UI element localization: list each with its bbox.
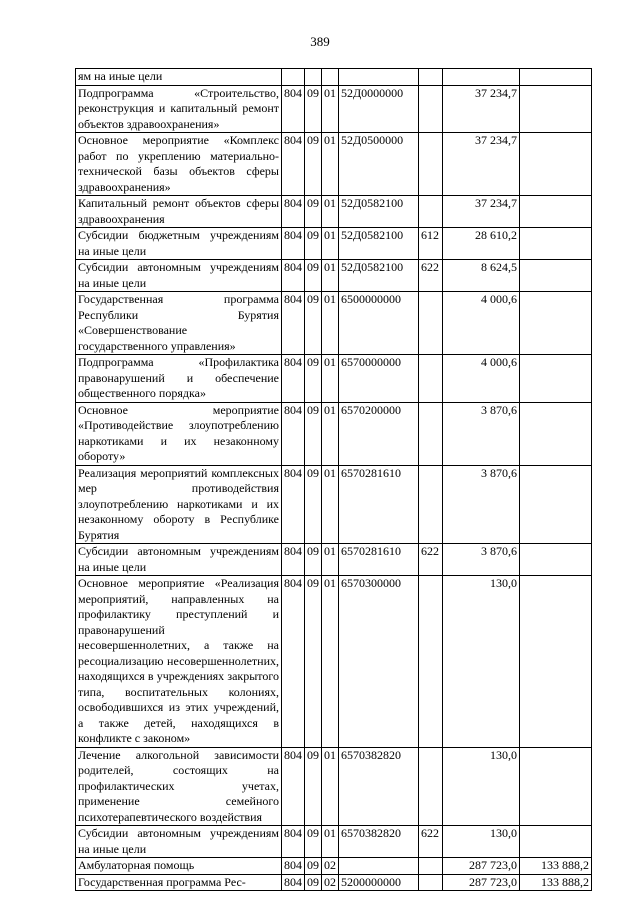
row-name-cell: ям на иные цели [76,69,282,86]
ministry-code-cell [282,69,305,86]
table-row [76,576,592,748]
target-article-cell: 52Д0582100 [339,196,419,228]
amount-2-cell [520,355,592,403]
subsection-cell: 01 [322,228,339,260]
subsection-cell: 01 [322,196,339,228]
table-row [76,292,592,355]
expense-type-cell [419,85,443,133]
table-row [76,465,592,544]
expense-type-cell: 622 [419,260,443,292]
row-name-cell: Основное мероприятие «Противодействие злоупотреблению наркотиками и их незаконному обороту» [76,402,282,465]
table-row [76,133,592,196]
amount-2-cell [520,544,592,576]
amount-2-cell [520,465,592,544]
amount-2-cell: 133 888,2 [520,858,592,875]
subsection-cell: 01 [322,402,339,465]
ministry-code-cell: 804 [282,292,305,355]
table-row [76,228,592,260]
subsection-cell: 01 [322,747,339,826]
target-article-cell: 52Д0582100 [339,228,419,260]
target-article-cell: 6570281610 [339,465,419,544]
target-article-cell [339,858,419,875]
table-row [76,85,592,133]
amount-2-cell [520,747,592,826]
section-cell: 09 [305,292,322,355]
amount-cell: 37 234,7 [443,196,520,228]
amount-cell: 130,0 [443,747,520,826]
target-article-cell: 6570200000 [339,402,419,465]
table-row [76,874,592,891]
expense-type-cell [419,355,443,403]
subsection-cell: 01 [322,355,339,403]
subsection-cell: 02 [322,858,339,875]
row-name-cell: Государственная программа Республики Бурятия «Совершенствование государственного управления» [76,292,282,355]
expense-type-cell [419,858,443,875]
amount-2-cell [520,826,592,858]
ministry-code-cell: 804 [282,355,305,403]
target-article-cell: 6570000000 [339,355,419,403]
amount-2-cell [520,196,592,228]
amount-cell: 287 723,0 [443,874,520,891]
expense-type-cell [419,576,443,748]
section-cell: 09 [305,402,322,465]
row-name-cell: Субсидии автономным учреждениям на иные цели [76,826,282,858]
section-cell: 09 [305,196,322,228]
table-row [76,196,592,228]
subsection-cell [322,69,339,86]
subsection-cell: 01 [322,260,339,292]
target-article-cell: 6570382820 [339,826,419,858]
target-article-cell: 52Д0000000 [339,85,419,133]
table-row [76,858,592,875]
amount-cell: 130,0 [443,826,520,858]
row-name-cell: Государственная программа Рес- [76,874,282,891]
target-article-cell [339,69,419,86]
amount-2-cell [520,576,592,748]
target-article-cell: 6570300000 [339,576,419,748]
table-row [76,826,592,858]
expense-type-cell: 622 [419,826,443,858]
row-name-cell: Подпрограмма «Профилактика правонарушений и обеспечение общественного порядка» [76,355,282,403]
section-cell: 09 [305,465,322,544]
section-cell: 09 [305,858,322,875]
ministry-code-cell: 804 [282,544,305,576]
subsection-cell: 01 [322,292,339,355]
row-name-cell: Лечение алкогольной зависимости родителей, состоящих на профилактических учетах, применение семейного психотерапевтического воздействия [76,747,282,826]
section-cell: 09 [305,747,322,826]
section-cell: 09 [305,228,322,260]
amount-2-cell [520,228,592,260]
ministry-code-cell: 804 [282,402,305,465]
amount-cell: 287 723,0 [443,858,520,875]
amount-cell: 37 234,7 [443,133,520,196]
ministry-code-cell: 804 [282,228,305,260]
expense-type-cell [419,747,443,826]
table-body [76,69,592,891]
table-row [76,69,592,86]
amount-2-cell: 133 888,2 [520,874,592,891]
subsection-cell: 01 [322,576,339,748]
row-name-cell: Основное мероприятие «Комплекс работ по укреплению материально-технической базы объектов сферы здравоохранения» [76,133,282,196]
target-article-cell: 6570281610 [339,544,419,576]
section-cell: 09 [305,133,322,196]
ministry-code-cell: 804 [282,260,305,292]
section-cell: 09 [305,826,322,858]
ministry-code-cell: 804 [282,196,305,228]
amount-cell: 28 610,2 [443,228,520,260]
amount-cell [443,69,520,86]
amount-cell: 8 624,5 [443,260,520,292]
row-name-cell: Капитальный ремонт объектов сферы здравоохранения [76,196,282,228]
expense-type-cell [419,465,443,544]
target-article-cell: 6570382820 [339,747,419,826]
ministry-code-cell: 804 [282,826,305,858]
amount-cell: 37 234,7 [443,85,520,133]
ministry-code-cell: 804 [282,133,305,196]
table-row [76,260,592,292]
row-name-cell: Субсидии автономным учреждениям на иные цели [76,544,282,576]
amount-cell: 130,0 [443,576,520,748]
amount-2-cell [520,402,592,465]
table-row [76,747,592,826]
expense-type-cell [419,292,443,355]
expense-type-cell: 622 [419,544,443,576]
amount-cell: 4 000,6 [443,355,520,403]
ministry-code-cell: 804 [282,85,305,133]
row-name-cell: Основное мероприятие «Реализация мероприятий, направленных на профилактику преступлений и правонарушений несовершеннолетних, а также на ресоциализацию несовершеннолетних, находящихся в учреждениях закрытого типа, воспитательных колониях, освободившихся из этих учреждений, а также детей, находящихся в конфликте с законом» [76,576,282,748]
subsection-cell: 01 [322,133,339,196]
subsection-cell: 01 [322,85,339,133]
amount-2-cell [520,69,592,86]
expense-type-cell: 612 [419,228,443,260]
subsection-cell: 01 [322,544,339,576]
subsection-cell: 01 [322,826,339,858]
budget-table [75,68,592,891]
section-cell: 09 [305,576,322,748]
page-number: 389 [310,34,330,49]
table-row [76,402,592,465]
amount-cell: 3 870,6 [443,402,520,465]
amount-2-cell [520,85,592,133]
section-cell: 09 [305,260,322,292]
row-name-cell: Реализация мероприятий комплексных мер противодействия злоупотреблению наркотиками и их незаконному обороту в Республике Бурятия [76,465,282,544]
target-article-cell: 52Д0500000 [339,133,419,196]
subsection-cell: 02 [322,874,339,891]
ministry-code-cell: 804 [282,465,305,544]
amount-2-cell [520,133,592,196]
section-cell: 09 [305,355,322,403]
target-article-cell: 6500000000 [339,292,419,355]
section-cell: 09 [305,874,322,891]
expense-type-cell [419,874,443,891]
ministry-code-cell: 804 [282,858,305,875]
target-article-cell: 5200000000 [339,874,419,891]
expense-type-cell [419,133,443,196]
section-cell: 09 [305,85,322,133]
row-name-cell: Амбулаторная помощь [76,858,282,875]
row-name-cell: Субсидии автономным учреждениям на иные цели [76,260,282,292]
section-cell: 09 [305,544,322,576]
amount-cell: 4 000,6 [443,292,520,355]
ministry-code-cell: 804 [282,576,305,748]
ministry-code-cell: 804 [282,747,305,826]
expense-type-cell [419,402,443,465]
ministry-code-cell: 804 [282,874,305,891]
expense-type-cell [419,69,443,86]
subsection-cell: 01 [322,465,339,544]
expense-type-cell [419,196,443,228]
row-name-cell: Подпрограмма «Строительство, реконструкция и капитальный ремонт объектов здравоохранения» [76,85,282,133]
table-row [76,544,592,576]
target-article-cell: 52Д0582100 [339,260,419,292]
section-cell [305,69,322,86]
amount-cell: 3 870,6 [443,544,520,576]
amount-cell: 3 870,6 [443,465,520,544]
amount-2-cell [520,260,592,292]
table-row [76,355,592,403]
row-name-cell: Субсидии бюджетным учреждениям на иные цели [76,228,282,260]
amount-2-cell [520,292,592,355]
